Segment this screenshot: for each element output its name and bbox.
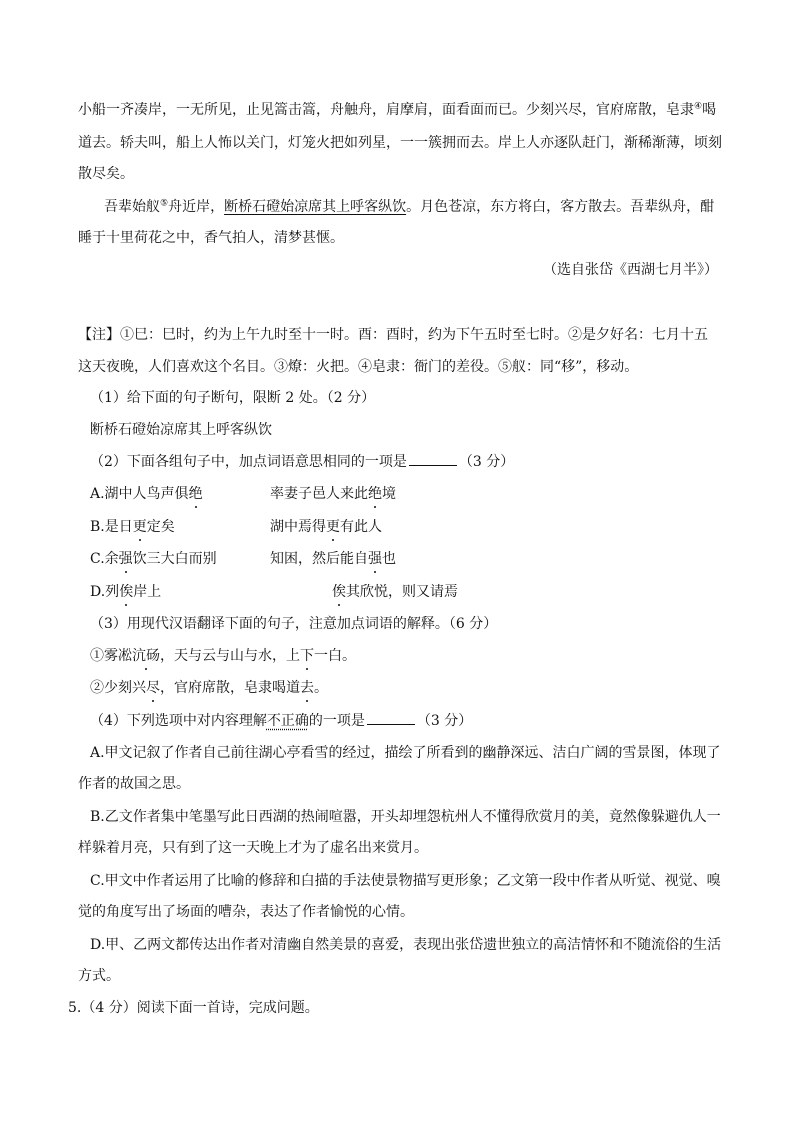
answer-blank[interactable] — [367, 710, 415, 725]
text-run: （3 分） — [416, 713, 473, 729]
emphasized-phrase: 不正确 — [266, 713, 309, 729]
question-3-stem: （3）用现代汉语翻译下面的句子，注意加点词语的解释。（6 分） — [90, 616, 498, 632]
dotted-word: 下 — [300, 648, 314, 664]
text-run: 岸上 — [133, 584, 162, 600]
dotted-word: 更 — [132, 519, 147, 535]
text-run: C.余 — [90, 551, 119, 567]
option-c-right — [270, 549, 396, 569]
answer-blank[interactable] — [409, 451, 457, 466]
text-run: 舟近岸， — [168, 199, 225, 215]
dotted-word: 尽 — [146, 680, 160, 696]
option-b-left — [90, 517, 175, 537]
dotted-word: 去 — [300, 680, 314, 696]
option-c-line: 觉的角度写出了场面的嘈杂，表达了作者愉悦的心情。 — [78, 904, 414, 920]
text-run: ②少刻兴 — [90, 680, 146, 696]
question-4-stem — [90, 710, 472, 730]
text-run: 有此人 — [340, 519, 382, 535]
text-run: 饮三大白而别 — [132, 551, 217, 567]
text-run: （3 分） — [458, 454, 515, 470]
dotted-word: 绝 — [368, 486, 382, 502]
dotted-word: 绝 — [188, 486, 203, 502]
passage-line — [104, 197, 714, 217]
text-run: 其欣悦，则又请焉 — [346, 584, 458, 600]
text-run: 湖中焉得 — [270, 519, 326, 535]
question-1-sentence: 断桥石磴始凉席其上呼客纵饮 — [90, 422, 272, 438]
text-run: 。月色苍凉，东方将白，客方散去。吾辈纵舟，酣 — [406, 199, 715, 215]
question-3-sentence-2 — [90, 678, 328, 698]
option-c-left — [90, 549, 217, 569]
dotted-word: 强 — [118, 551, 133, 567]
text-run: 境 — [382, 486, 396, 502]
option-d-right — [332, 582, 458, 602]
text-run: 喝 — [702, 102, 717, 118]
text-run: ，官府席散，皂隶喝道 — [160, 680, 300, 696]
text-run: 也 — [382, 551, 396, 567]
question-3-sentence-1 — [90, 646, 356, 666]
notes-line: 【注】①巳：巳时，约为上午九时至十一时。酉：酉时，约为下午五时至七时。②是夕好名：七月十五 — [78, 327, 708, 343]
option-a-line: 作者的故国之思。 — [78, 776, 190, 792]
text-run: ，天与云与山与水，上 — [160, 648, 300, 664]
text-run: 的一项是 — [308, 713, 365, 729]
passage-line: 睡于十里荷花之中，香气拍人，清梦甚惬。 — [78, 230, 344, 246]
option-a-left — [90, 484, 203, 504]
option-b-right — [270, 517, 382, 537]
text-run: D.列 — [90, 584, 120, 600]
option-c-line: C.甲文中作者运用了比喻的修辞和白描的手法使景物描写更形象；乙文第一段中作者从听觉、视觉、嗅 — [90, 873, 721, 889]
option-d-line: D.甲、乙两文都传达出作者对清幽自然美景的喜爱，表现出张岱遗世独立的高洁情怀和不随流俗的生活 — [90, 937, 722, 953]
dotted-word: 俟 — [119, 584, 134, 600]
footnote-mark: ④ — [694, 101, 703, 112]
text-run: 定矣 — [146, 519, 175, 535]
option-d-left — [90, 582, 161, 602]
option-a-right — [270, 484, 396, 504]
dotted-word: 强 — [368, 551, 382, 567]
text-run: A.湖中人鸟声俱 — [90, 486, 189, 502]
text-run: 小船一齐凑岸，一无所见，止见篙击篙，舟触舟，肩摩肩，面看面而已。少刻兴尽，官府席散，皂隶 — [78, 102, 694, 118]
passage-line: 散尽矣。 — [78, 166, 134, 182]
text-run: 吾辈始舣 — [104, 199, 160, 215]
question-1-stem: （1）给下面的句子断句，限断 2 处。（2 分） — [90, 390, 376, 406]
passage-line — [78, 100, 716, 120]
option-b-line: B.乙文作者集中笔墨写此日西湖的热闹喧嚣，开头却埋怨杭州人不懂得欣赏月的美，竟然像躲避仇人一 — [90, 809, 721, 825]
underlined-sentence: 断桥石磴始凉席其上呼客纵饮 — [224, 199, 407, 215]
question-5-stem: 5.（4 分）阅读下面一首诗，完成问题。 — [68, 1000, 319, 1016]
option-a-line: A.甲文记叙了作者自己前往湖心亭看雪的经过，描绘了所看到的幽静深远、洁白广阔的雪景图，体现了 — [90, 745, 721, 761]
option-d-line: 方式。 — [78, 968, 120, 984]
question-2-stem — [90, 451, 514, 471]
passage-line: 道去。轿夫叫，船上人怖以关门，灯笼火把如列星，一一簇拥而去。岸上人亦逐队赶门，渐稀渐薄，顷刻 — [78, 135, 722, 151]
source-citation: （选自张岱《西湖七月半》） — [543, 262, 718, 278]
dotted-word: 俟 — [332, 584, 346, 600]
text-run: ①雾凇 — [90, 648, 132, 664]
text-run: （2）下面各组句子中，加点词语意思相同的一项是 — [90, 454, 407, 470]
text-run: 知困，然后能自 — [270, 551, 368, 567]
notes-line: 这天夜晚，人们喜欢这个名目。③燎：火把。④皂隶：衙门的差役。⑤舣：同“移”，移动。 — [78, 359, 639, 375]
footnote-mark: ⑤ — [160, 198, 169, 209]
dotted-word: 更 — [326, 519, 340, 535]
text-run: 。 — [314, 680, 328, 696]
text-run: （4）下列选项中对内容理解 — [90, 713, 267, 729]
option-b-line: 样躲着月亮，只有到了这一天晚上才为了虚名出来赏月。 — [78, 840, 428, 856]
text-run: 一白。 — [314, 648, 356, 664]
dotted-word: 沆砀 — [132, 648, 160, 664]
text-run: B.是日 — [90, 519, 133, 535]
text-run: 率妻子邑人来此 — [270, 486, 368, 502]
